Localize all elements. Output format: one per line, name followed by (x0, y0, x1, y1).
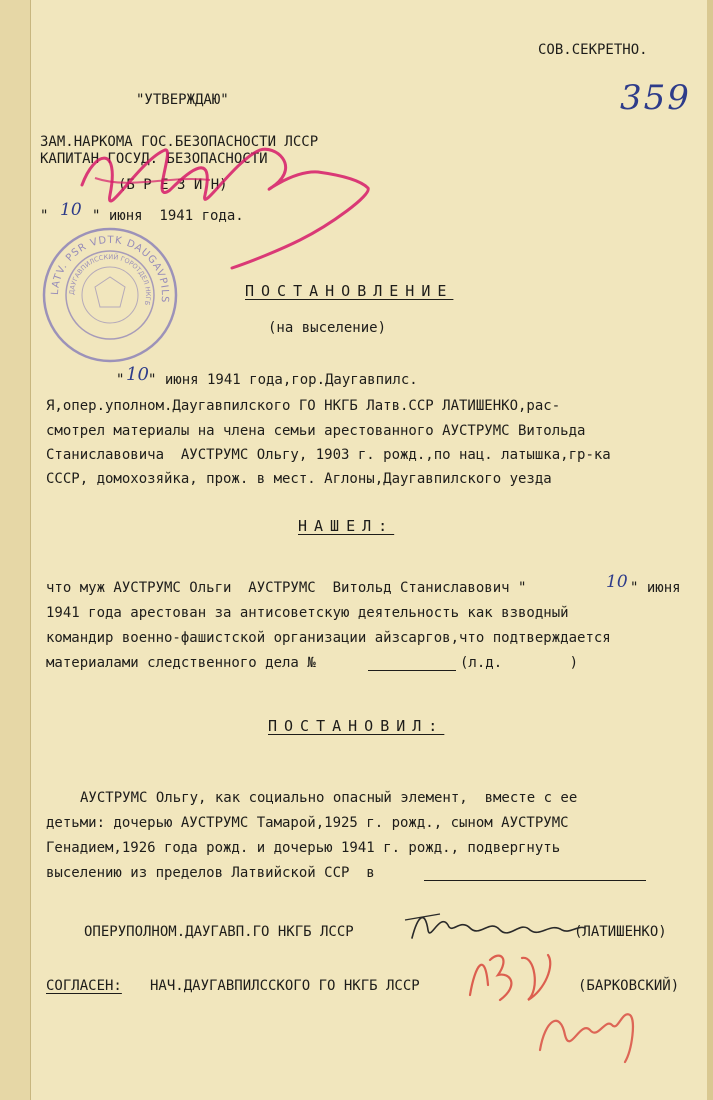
found-heading: НАШЕЛ: (298, 517, 395, 535)
document-subtitle: (на выселение) (268, 320, 387, 336)
officer-position: ОПЕРУПОЛНОМ.ДАУГАВП.ГО НКГБ ЛССР (84, 924, 354, 940)
found-line-1-before: что муж АУСТРУМС Ольги АУСТРУМС Витольд Станиславович " (46, 580, 527, 596)
classification-label: СОВ.СЕКРЕТНО. (538, 42, 648, 58)
stamp-outer-text: LATV. PSR VDTK DAUGAVPILS (49, 234, 171, 304)
approval-date-rest: " июня 1941 года. (92, 208, 244, 224)
archive-number: 359 (620, 78, 691, 118)
approval-position-line1: ЗАМ.НАРКОМА ГОС.БЕЗОПАСНОСТИ ЛССР (40, 134, 319, 150)
found-line-3: командир военно-фашистской организации айзсаргов,что подтверждается (46, 630, 611, 646)
stamp-inner-text: ДАУГАВПИЛССКИЙ ГОРОТДЕЛ НКГБ (67, 252, 153, 307)
agreed-label: СОГЛАСЕН: (46, 978, 122, 994)
approval-title: "УТВЕРЖДАЮ" (136, 92, 229, 108)
officer-name: (ЛАТИШЕНКО) (574, 924, 667, 940)
intro-line-3: Станиславовича АУСТРУМС Ольгу, 1903 г. рожд.,по нац. латышка,гр-ка (46, 447, 611, 463)
found-line-1-after: " июня (630, 580, 681, 596)
intro-line-2: смотрел материалы на члена семьи арестованного АУСТРУМС Витольда (46, 423, 586, 439)
found-line-4-before: материалами следственного дела № (46, 655, 316, 671)
place-date-day: 10 (126, 364, 149, 385)
found-line-2: 1941 года арестован за антисоветскую деятельность как взводный (46, 605, 569, 621)
intro-text-1: Я,опер.уполном.Даугавпилского ГО НКГБ Латв.ССР ЛАТИШЕНКО,рас- (46, 398, 561, 414)
place-date-quote: " (116, 372, 125, 388)
found-line-4-after: (л.д. ) (460, 655, 579, 671)
approval-name: (Б Р Е З И Н) (118, 177, 228, 193)
resolution-line-1: АУСТРУМС Ольгу, как социально опасный элемент, вместе с ее (80, 790, 578, 806)
found-line-1-day: 10 (606, 572, 628, 592)
document-title: ПОСТАНОВЛЕНИЕ (245, 282, 454, 300)
resolution-line-2: детьми: дочерью АУСТРУМС Тамарой,1925 г. рожд., сыном АУСТРУМС (46, 815, 569, 831)
approval-date-quote: " (40, 208, 49, 224)
resolution-line-4-before: выселению из пределов Латвийской ССР в (46, 865, 375, 881)
chief-position: НАЧ.ДАУГАВПИЛССКОГО ГО НКГБ ЛССР (150, 978, 420, 994)
intro-line-4: СССР, домохозяйка, прож. в мест. Аглоны,Даугавпилского уезда (46, 471, 552, 487)
resolved-heading: ПОСТАНОВИЛ: (268, 717, 445, 735)
approval-position-line2: КАПИТАН ГОСУД. БЕЗОПАСНОСТИ (40, 151, 268, 167)
approval-date-handwritten: 10 (60, 200, 82, 220)
resolution-line-3: Генадием,1926 года рожд. и дочерью 1941 г. рожд., подвергнуть (46, 840, 561, 856)
chief-name: (БАРКОВСКИЙ) (578, 978, 680, 994)
place-date-rest: " июня 1941 года,гор.Даугавпилс. (148, 372, 418, 388)
